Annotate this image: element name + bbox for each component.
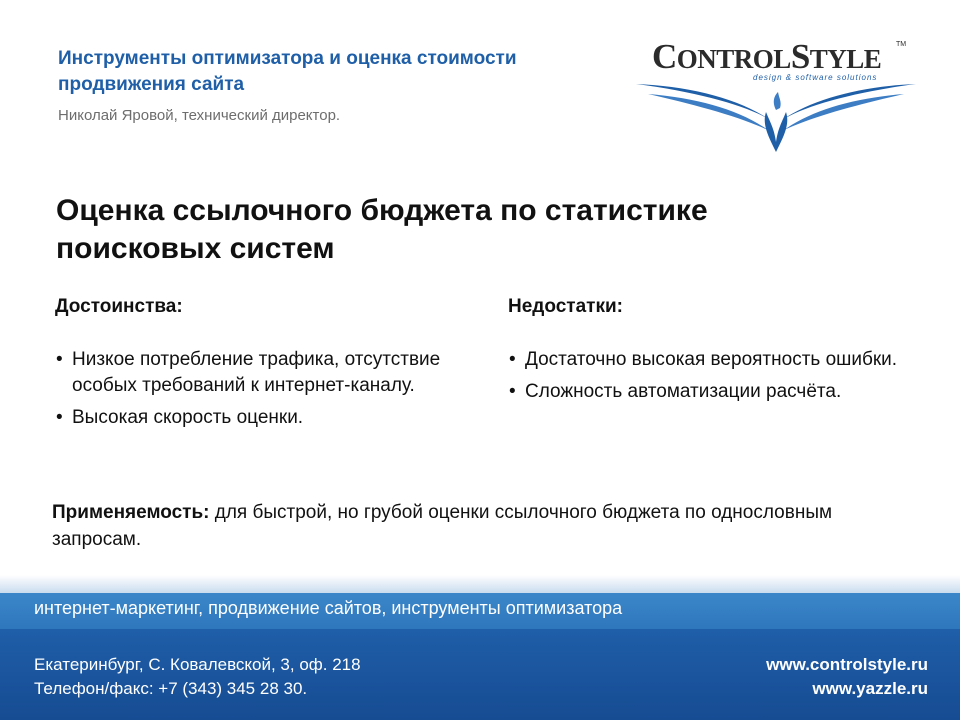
pros-item-text: Высокая скорость оценки. xyxy=(72,407,304,428)
pros-title: Достоинства: xyxy=(55,296,183,317)
svg-text:design & software solutions: design & software solutions xyxy=(753,73,878,82)
header-author: Николай Яровой, технический директор. xyxy=(58,107,341,124)
cons-item xyxy=(508,347,908,373)
address-line: Екатеринбург, С. Ковалевской, 3, оф. 218 xyxy=(34,655,361,674)
footer-address xyxy=(34,653,361,701)
svg-text:TM: TM xyxy=(896,41,907,48)
svg-text:CONTROLSTYLE: CONTROLSTYLE xyxy=(652,37,882,76)
bullet-icon: • xyxy=(56,407,63,428)
bullet-icon: • xyxy=(509,349,516,370)
cons-item xyxy=(508,379,908,405)
pros-item xyxy=(55,347,455,399)
cons-item-text: Сложность автоматизации расчёта. xyxy=(525,381,842,402)
pros-item-text: Низкое потребление трафика, отсутствие особых требований к интернет-каналу. xyxy=(72,349,441,396)
bullet-icon: • xyxy=(509,381,516,402)
applicability-text: для быстрой, но грубой оценки ссылочного бюджета по однословным запросам. xyxy=(52,502,833,550)
cons-item-text: Достаточно высокая вероятность ошибки. xyxy=(525,349,898,370)
company-logo xyxy=(628,32,924,157)
applicability-label: Применяемость: xyxy=(52,502,210,523)
cons-section xyxy=(508,296,908,411)
pros-section xyxy=(55,296,455,437)
site-link[interactable]: www.yazzle.ru xyxy=(812,679,928,698)
header-title: Инструменты оптимизатора и оценка стоимости продвижения сайта xyxy=(58,48,517,95)
phone-line: Телефон/факс: +7 (343) 345 28 30. xyxy=(34,679,308,698)
pros-item xyxy=(55,405,455,431)
page-title: Оценка ссылочного бюджета по статистике поисковых систем xyxy=(56,194,708,265)
site-link[interactable]: www.controlstyle.ru xyxy=(766,655,928,674)
footer-divider xyxy=(0,575,960,593)
footer xyxy=(0,575,960,720)
applicability-note xyxy=(52,499,912,553)
bullet-icon: • xyxy=(56,349,63,370)
footer-sites xyxy=(766,653,928,701)
cons-title: Недостатки: xyxy=(508,296,623,317)
footer-tagline: интернет-маркетинг, продвижение сайтов, инструменты оптимизатора xyxy=(34,598,623,618)
